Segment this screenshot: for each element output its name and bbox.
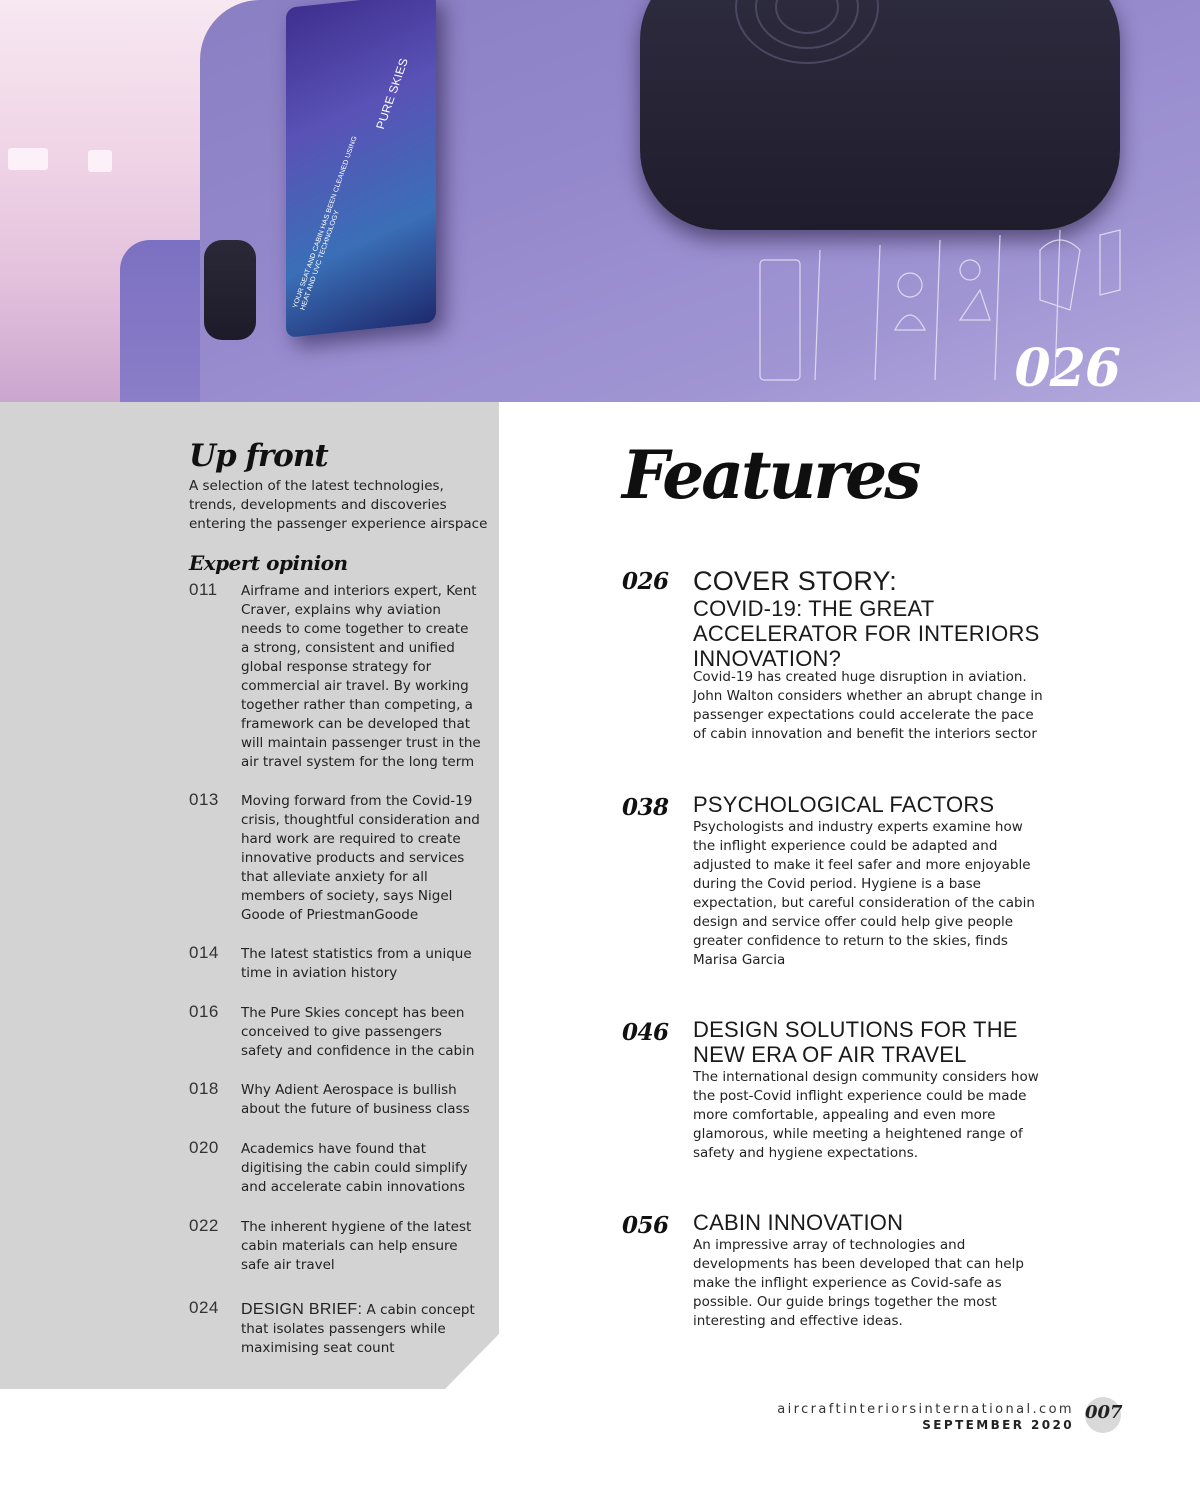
features-title: Features bbox=[622, 436, 919, 514]
upfront-item-text: The inherent hygiene of the latest cabin materials can help ensure safe air travel bbox=[241, 1219, 472, 1273]
expert-opinion-title: Expert opinion bbox=[189, 551, 348, 575]
feature-body: The international design community considers how the post-Covid inflight experience could be made more comfortable, appealing and even more glamorous, while meeting a heightened range of safety and hygiene expectations. bbox=[693, 1069, 1039, 1161]
upfront-item-page: 024 bbox=[189, 1298, 219, 1317]
upfront-item-page: 020 bbox=[189, 1138, 219, 1157]
upfront-item-page: 014 bbox=[189, 943, 219, 962]
feature-body: An impressive array of technologies and developments has been developed that can help make the inflight experience as Covid-safe as possible. Our guide brings together the most interesting and effective ideas. bbox=[693, 1237, 1024, 1329]
cover-story-label: COVER STORY: bbox=[693, 566, 897, 596]
screen-text: YOUR SEAT AND CABIN HAS BEEN CLEANED USING HEAT AND UVC TECHNOLOGY bbox=[292, 135, 359, 311]
upfront-item-text: Why Adient Aerospace is bullish about the future of business class bbox=[241, 1082, 470, 1117]
feature-heading: PSYCHOLOGICAL FACTORS bbox=[693, 792, 995, 817]
feature-heading bbox=[693, 566, 1043, 671]
website-url: aircraftinteriorsinternational.com bbox=[777, 1402, 1074, 1417]
upfront-item-text bbox=[241, 1300, 481, 1358]
ceiling-light bbox=[88, 150, 112, 172]
feature-heading: CABIN INNOVATION bbox=[693, 1210, 904, 1235]
cover-story-page-number: 026 bbox=[1014, 338, 1120, 399]
upfront-item-text: The Pure Skies concept has been conceived to give passengers safety and confidence in the cabin bbox=[241, 1005, 475, 1059]
feature-heading-text: COVID-19: THE GREAT ACCELERATOR FOR INTERIORS INNOVATION? bbox=[693, 596, 1040, 671]
upfront-item-page: 022 bbox=[189, 1216, 219, 1235]
hero-image bbox=[0, 0, 1200, 402]
feature-page: 026 bbox=[622, 568, 669, 595]
upfront-item-page: 018 bbox=[189, 1079, 219, 1098]
upfront-item-text: Airframe and interiors expert, Kent Craver, explains why aviation needs to come together to create a strong, consistent and unified global response strategy for commercial air travel. By working together rather than competing, a framework can be developed that will maintain passenger trust in the air travel system for the long term bbox=[241, 583, 481, 770]
upfront-item-text: Moving forward from the Covid-19 crisis, thoughtful consideration and hard work are required to create innovative products and services that alleviate anxiety for all members of society, says Nigel Goode of PriestmanGoode bbox=[241, 793, 480, 923]
headrest-pod-small bbox=[204, 240, 256, 340]
upfront-item-page: 011 bbox=[189, 580, 218, 599]
design-brief-label: DESIGN BRIEF: bbox=[241, 1301, 363, 1318]
design-brief-text: A cabin concept that isolates passengers while maximising seat count bbox=[241, 1302, 475, 1356]
upfront-item-text: The latest statistics from a unique time in aviation history bbox=[241, 946, 472, 981]
feature-page: 038 bbox=[622, 794, 669, 821]
upfront-item-text: Academics have found that digitising the cabin could simplify and accelerate cabin innovations bbox=[241, 1141, 468, 1195]
headrest-pod bbox=[640, 0, 1120, 230]
feature-heading: DESIGN SOLUTIONS FOR THE NEW ERA OF AIR TRAVEL bbox=[693, 1017, 1018, 1067]
feature-body: Covid-19 has created huge disruption in aviation. John Walton considers whether an abrupt change in passenger expectations could accelerate the pace of cabin innovation and benefit the interiors sector bbox=[693, 669, 1043, 742]
upfront-title: Up front bbox=[189, 438, 328, 474]
screen-brand: PURE SKIES bbox=[373, 56, 411, 131]
page-number: 007 bbox=[1085, 1402, 1123, 1423]
feature-body: Psychologists and industry experts examine how the inflight experience could be adapted and adjusted to make it feel safer and more enjoyable during the Covid period. Hygiene is a base expectation, but careful consideration of the cabin design and service offer could help give people greater confidence to return to the skies, finds Marisa Garcia bbox=[693, 819, 1035, 968]
feature-page: 046 bbox=[622, 1019, 669, 1046]
issue-date: SEPTEMBER 2020 bbox=[922, 1418, 1074, 1432]
feature-page: 056 bbox=[622, 1212, 669, 1239]
ceiling-light bbox=[8, 148, 48, 170]
upfront-description: A selection of the latest technologies, trends, developments and discoveries entering the passenger experience airspace bbox=[189, 478, 488, 532]
upfront-item-page: 013 bbox=[189, 790, 219, 809]
upfront-item-page: 016 bbox=[189, 1002, 219, 1021]
seatback-screen bbox=[286, 0, 436, 338]
